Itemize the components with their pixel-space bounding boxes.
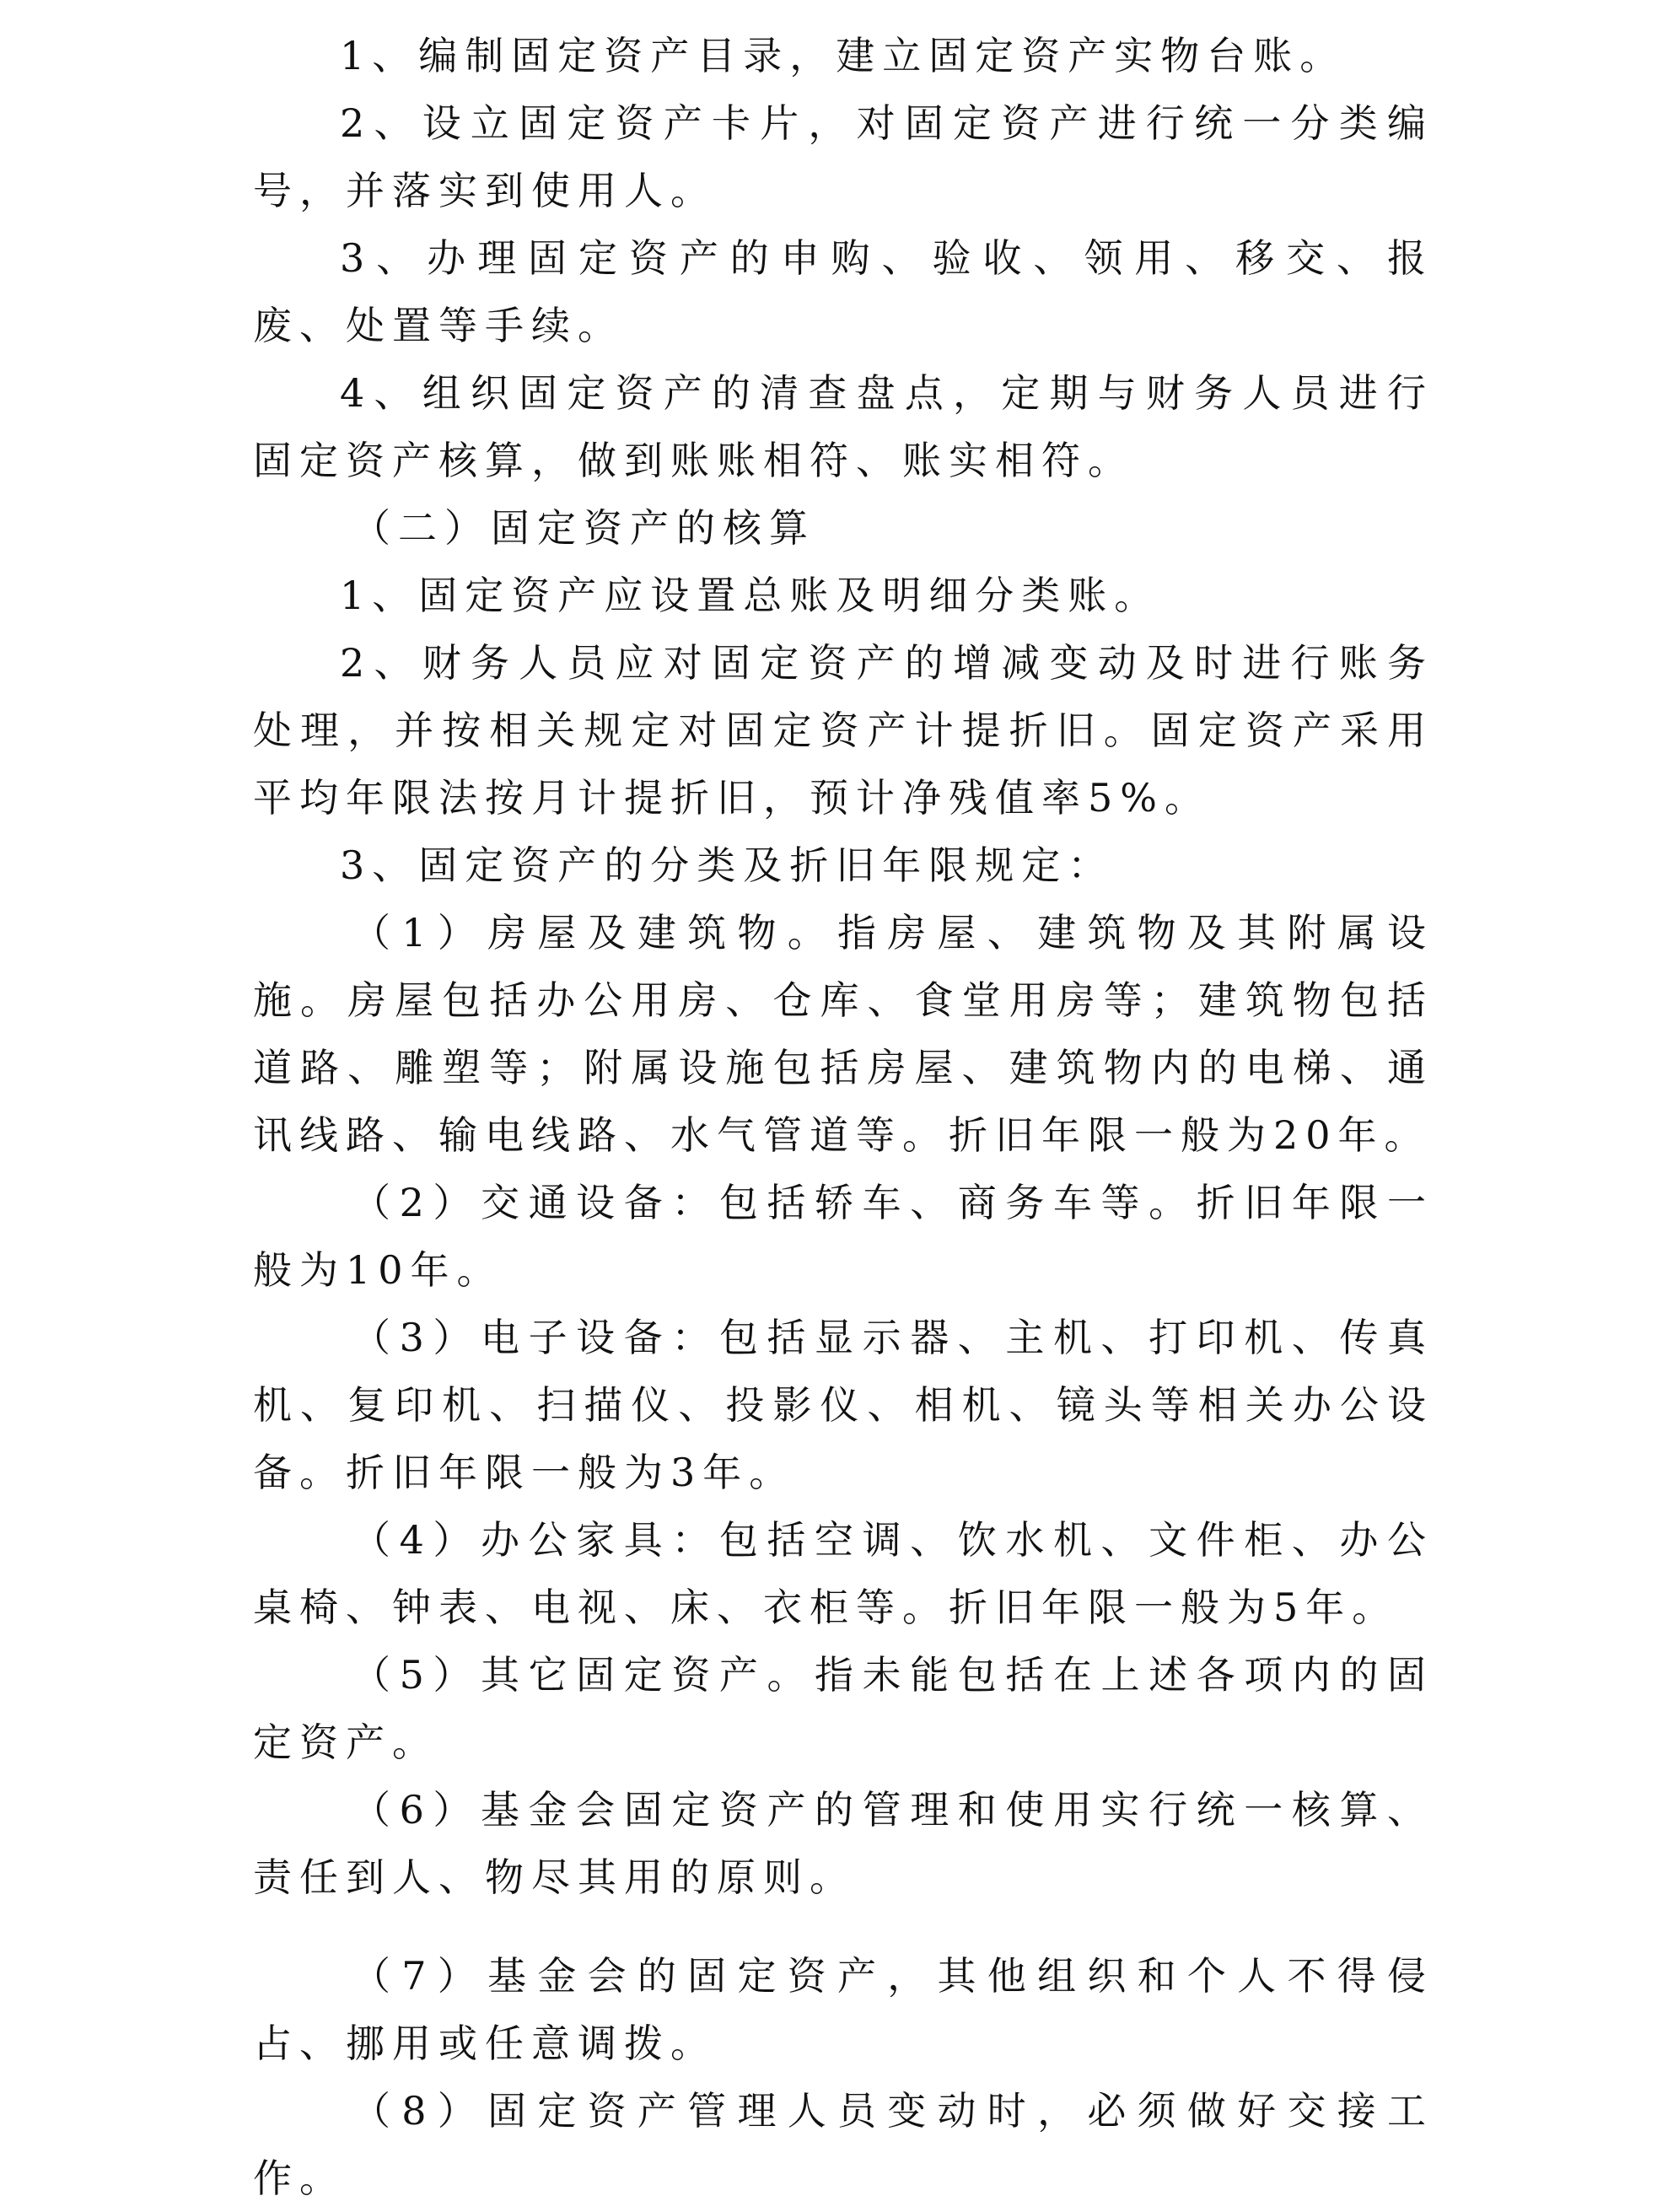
paragraph-item-13: （6）基金会固定资产的管理和使用实行统一核算、责任到人、物尽其用的原则。 [253,1787,1434,1900]
paragraph-item-15: （8）固定资产管理人员变动时，必须做好交接工作。 [253,2088,1434,2201]
paragraph-item-7: 3、固定资产的分类及折旧年限规定： [340,842,1115,888]
paragraph-item-3: 3、办理固定资产的申购、验收、领用、移交、报废、处置等手续。 [253,235,1434,348]
paragraph-item-10: （3）电子设备：包括显示器、主机、打印机、传真机、复印机、扫描仪、投影仪、相机、镜头等相关办公设备。折旧年限一般为3年。 [253,1315,1434,1495]
paragraph-item-2: 2、设立固定资产卡片，对固定资产进行统一分类编号，并落实到使用人。 [253,100,1434,213]
paragraph-item-5: 1、固定资产应设置总账及明细分类账。 [340,573,1161,618]
section-heading: （二）固定资产的核算 [352,505,815,551]
paragraph-item-6: 2、财务人员应对固定资产的增减变动及时进行账务处理，并按相关规定对固定资产计提折旧。固定资产采用平均年限法按月计提折旧，预计净残值率5%。 [253,640,1434,821]
document-body [253,22,1434,2212]
paragraph-item-11: （4）办公家具：包括空调、饮水机、文件柜、办公桌椅、钟表、电视、床、衣柜等。折旧年限一般为5年。 [253,1517,1434,1630]
paragraph-item-8: （1）房屋及建筑物。指房屋、建筑物及其附属设施。房屋包括办公用房、仓库、食堂用房等；建筑物包括道路、雕塑等；附属设施包括房屋、建筑物内的电梯、通讯线路、输电线路、水气管道等。折旧年限一般为20年。 [253,910,1434,1158]
paragraph-item-9: （2）交通设备：包括轿车、商务车等。折旧年限一般为10年。 [253,1180,1434,1293]
paragraph-item-4: 4、组织固定资产的清查盘点，定期与财务人员进行固定资产核算，做到账账相符、账实相符。 [253,370,1434,483]
paragraph-item-14: （7）基金会的固定资产，其他组织和个人不得侵占、挪用或任意调拨。 [253,1953,1434,2066]
paragraph-item-1: 1、编制固定资产目录，建立固定资产实物台账。 [340,33,1347,78]
paragraph-item-12: （5）其它固定资产。指未能包括在上述各项内的固定资产。 [253,1652,1434,1765]
